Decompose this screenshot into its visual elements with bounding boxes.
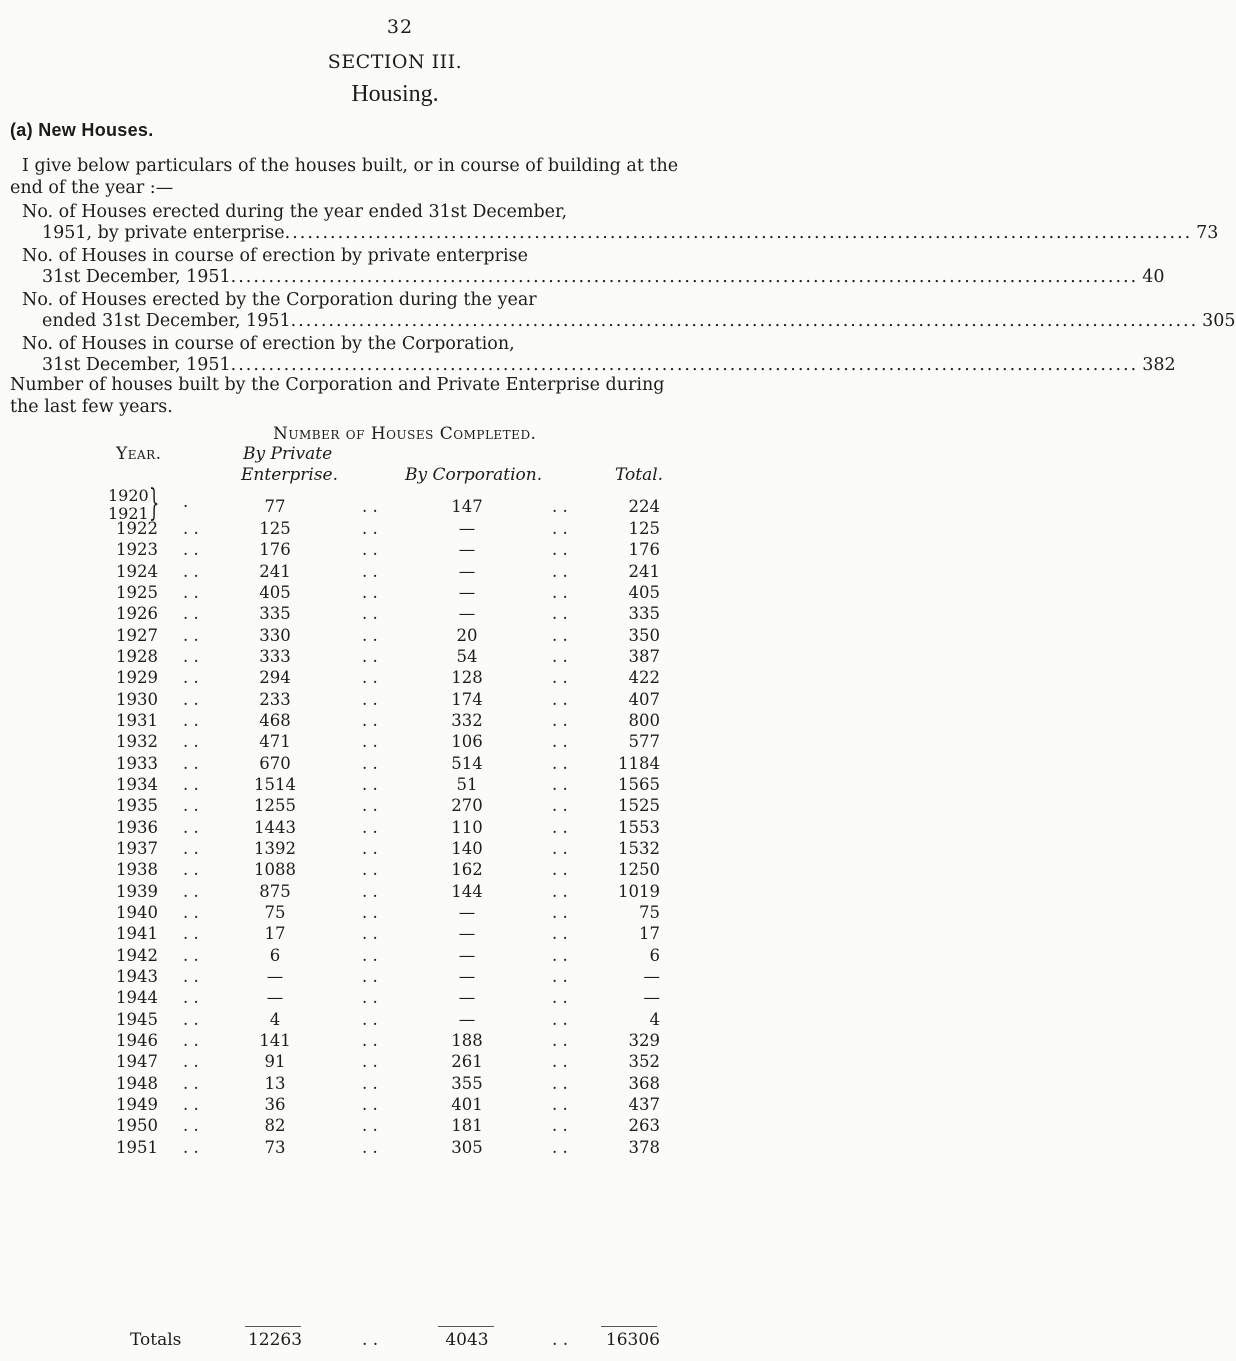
cell-private: 13	[264, 1073, 286, 1093]
leader-dots: . .	[183, 668, 199, 688]
leader-dots: . .	[183, 774, 199, 794]
leader-dots: . .	[552, 774, 568, 794]
cell-private: 405	[259, 582, 291, 602]
cell-total: 1250	[618, 860, 660, 880]
leader-dots: . .	[552, 753, 568, 773]
cell-year: 1926	[116, 604, 158, 624]
cell-year: 1923	[116, 540, 158, 560]
item-label: 31st December, 1951	[42, 267, 231, 287]
leader-dots: . .	[362, 988, 378, 1008]
cell-year: 1922	[116, 519, 158, 538]
table-row	[0, 860, 800, 881]
cell-total: 176	[628, 540, 660, 560]
cell-corporation: 140	[451, 838, 483, 858]
leader-dots: . .	[552, 561, 568, 581]
cell-private: 91	[264, 1052, 286, 1072]
cell-total: 1525	[618, 796, 660, 816]
table-row	[0, 519, 800, 540]
rule-private	[245, 1326, 301, 1327]
leader-dots: . .	[362, 1052, 378, 1072]
table-row	[0, 839, 800, 860]
cell-total: 405	[628, 582, 660, 602]
table-row	[0, 583, 800, 604]
leader-dots: . .	[362, 710, 378, 730]
leader-dots: . .	[552, 497, 568, 516]
cell-year: 1935	[116, 796, 158, 816]
table-row	[0, 1138, 800, 1159]
cell-year: 1929	[116, 668, 158, 688]
cell-year: 1951	[116, 1137, 158, 1157]
item-label: 31st December, 1951	[42, 355, 231, 375]
cell-total: 352	[628, 1052, 660, 1072]
cell-year: 1939	[116, 881, 158, 901]
table-row	[0, 562, 800, 583]
table-row	[0, 711, 800, 732]
leader-dots: . .	[552, 646, 568, 666]
cell-private: 1443	[254, 817, 296, 837]
leader-dots: . .	[362, 838, 378, 858]
cell-total: 329	[628, 1030, 660, 1050]
cell-year: 1938	[116, 860, 158, 880]
table-row	[0, 882, 800, 903]
cell-private: 1255	[254, 796, 296, 816]
leader-dots: . .	[183, 625, 199, 645]
cell-private: 6	[269, 945, 281, 965]
cell-corporation: —	[458, 988, 476, 1008]
cell-corporation: 20	[456, 625, 478, 645]
leader-dots: . .	[183, 796, 199, 816]
leader-dots: . .	[183, 732, 199, 752]
year-1921: 1921	[108, 504, 149, 523]
cell-private: 468	[259, 710, 291, 730]
cell-corporation: 514	[451, 753, 483, 773]
leader-dots: . .	[362, 1009, 378, 1029]
leader-dots: . .	[552, 966, 568, 986]
leader-dots: . .	[362, 924, 378, 944]
cell-total: 263	[628, 1116, 660, 1136]
leader-dots: . .	[362, 860, 378, 880]
item-label: 1951, by private enterprise	[42, 223, 285, 243]
cell-private: —	[266, 988, 284, 1008]
leader-dots: . .	[552, 1330, 569, 1350]
leader-dots: . .	[183, 540, 199, 560]
item-value: 305	[1202, 311, 1236, 331]
leader-dots: . .	[183, 519, 199, 538]
cell-total: 125	[628, 519, 660, 538]
leader-dots: . .	[183, 604, 199, 624]
cell-corporation: 147	[451, 497, 483, 516]
leader-dots: . .	[362, 753, 378, 773]
cell-corporation: —	[458, 1009, 476, 1029]
leader-dots: . .	[183, 1030, 199, 1050]
cell-corporation: —	[458, 945, 476, 965]
table-row	[0, 796, 800, 817]
leader-dots: . .	[183, 1094, 199, 1114]
cell-private: 17	[264, 924, 286, 944]
leader-dots: . .	[552, 924, 568, 944]
cell-corporation: —	[458, 966, 476, 986]
cell-total: 350	[628, 625, 660, 645]
table-row	[0, 668, 800, 689]
leader-dots: . .	[362, 1094, 378, 1114]
table-row	[0, 1074, 800, 1095]
cell-total: 1565	[618, 774, 660, 794]
intro-line-2: end of the year :—	[10, 178, 174, 198]
total-corporation: 4043	[445, 1330, 489, 1350]
cell-year: 1942	[116, 945, 158, 965]
leader-dots: . .	[183, 966, 199, 986]
cell-year: 1950	[116, 1116, 158, 1136]
cell-private: 1514	[254, 774, 296, 794]
leader-dots: . .	[362, 1137, 378, 1157]
cell-corporation: 51	[456, 774, 478, 794]
leader-dots: . .	[183, 945, 199, 965]
leader-dots: . .	[183, 1116, 199, 1136]
item-line-1: No. of Houses erected by the Corporation during the year	[22, 290, 537, 310]
cell-private: 241	[259, 561, 291, 581]
leader-dots: . .	[183, 902, 199, 922]
leader-dots: ·	[183, 497, 189, 516]
cell-private: 1392	[254, 838, 296, 858]
leader-dots: . .	[362, 774, 378, 794]
item-line-1: No. of Houses in course of erection by the Corporation,	[22, 334, 515, 354]
cell-corporation: —	[458, 604, 476, 624]
leader-dots: . .	[552, 540, 568, 560]
leader-dots: . .	[552, 881, 568, 901]
table-row	[0, 967, 800, 988]
table-row	[0, 1052, 800, 1073]
cell-corporation: 106	[451, 732, 483, 752]
cell-private: 335	[259, 604, 291, 624]
item-value: 73	[1196, 223, 1219, 243]
cell-total: 4	[649, 1009, 660, 1029]
cell-total: 1184	[618, 753, 660, 773]
cell-year: 1948	[116, 1073, 158, 1093]
cell-private: 875	[259, 881, 291, 901]
table-row	[0, 903, 800, 924]
leader-dots: . .	[552, 1073, 568, 1093]
cell-year: 1925	[116, 582, 158, 602]
cell-total: 335	[628, 604, 660, 624]
brace-icon: }	[149, 483, 160, 524]
cell-total: —	[643, 988, 660, 1008]
cell-year: 1931	[116, 710, 158, 730]
table-row	[0, 604, 800, 625]
cell-corporation: 270	[451, 796, 483, 816]
col-total-header: Total.	[615, 465, 664, 485]
cell-total: 378	[628, 1137, 660, 1157]
cell-corporation: —	[458, 561, 476, 581]
cell-total: —	[643, 966, 660, 986]
cell-private: 294	[259, 668, 291, 688]
cell-corporation: 144	[451, 881, 483, 901]
leader-dots: . .	[552, 945, 568, 965]
cell-corporation: 174	[451, 689, 483, 709]
table-row	[0, 988, 800, 1009]
cell-corporation: —	[458, 924, 476, 944]
rule-corporation	[438, 1326, 494, 1327]
cell-corporation: 355	[451, 1073, 483, 1093]
cell-private: 82	[264, 1116, 286, 1136]
cell-total: 1553	[618, 817, 660, 837]
table-row	[0, 1010, 800, 1031]
cell-corporation: —	[458, 902, 476, 922]
cell-private: 1088	[254, 860, 296, 880]
cell-corporation: 110	[451, 817, 483, 837]
cell-total: 387	[628, 646, 660, 666]
item-value: 382	[1142, 355, 1176, 375]
leader-dots: . .	[362, 540, 378, 560]
leader-dots: . .	[362, 582, 378, 602]
leader-dots: ........................................................................................................................	[230, 355, 1139, 375]
cell-year: 1928	[116, 646, 158, 666]
cell-year: 1943	[116, 966, 158, 986]
leader-dots: . .	[183, 838, 199, 858]
leader-dots: . .	[362, 604, 378, 624]
leader-dots: . .	[552, 1137, 568, 1157]
cell-private: 75	[264, 902, 286, 922]
table-row	[0, 626, 800, 647]
leader-dots: . .	[362, 497, 378, 516]
leader-dots: . .	[362, 561, 378, 581]
cell-corporation: 305	[451, 1137, 483, 1157]
cell-private: 125	[259, 519, 291, 538]
table-row	[0, 647, 800, 668]
item-line-2	[42, 223, 1219, 243]
cell-corporation: 261	[451, 1052, 483, 1072]
leader-dots: . .	[362, 817, 378, 837]
cell-private: 333	[259, 646, 291, 666]
leader-dots: . .	[552, 1116, 568, 1136]
leader-dots: . .	[552, 604, 568, 624]
cell-private: 36	[264, 1094, 286, 1114]
leader-dots: . .	[183, 753, 199, 773]
leader-dots: . .	[552, 1094, 568, 1114]
totals-row	[0, 1330, 800, 1351]
leader-dots: . .	[183, 881, 199, 901]
cell-year: 1924	[116, 561, 158, 581]
cell-total: 368	[628, 1073, 660, 1093]
item-line-2	[42, 267, 1165, 287]
cell-year: 1949	[116, 1094, 158, 1114]
leader-dots: . .	[552, 1030, 568, 1050]
table-caption: Number of Houses Completed.	[273, 424, 537, 444]
cell-private: 176	[259, 540, 291, 560]
table-row	[0, 690, 800, 711]
item-line-1: No. of Houses erected during the year ended 31st December,	[22, 202, 568, 222]
item-label: ended 31st December, 1951	[42, 311, 291, 331]
cell-year: 1945	[116, 1009, 158, 1029]
leader-dots: . .	[183, 860, 199, 880]
cell-private: 670	[259, 753, 291, 773]
cell-total: 1532	[618, 838, 660, 858]
table-row	[0, 1116, 800, 1137]
leader-dots: ........................................................................................................................	[290, 311, 1199, 331]
subheading: (a) New Houses.	[10, 120, 154, 140]
leader-dots: . .	[552, 519, 568, 538]
leader-dots: . .	[362, 902, 378, 922]
item-line-2	[42, 355, 1176, 375]
cell-year: 1927	[116, 625, 158, 645]
cell-total: 17	[639, 924, 660, 944]
leader-dots: . .	[552, 838, 568, 858]
leader-dots: . .	[552, 860, 568, 880]
cell-corporation: 332	[451, 710, 483, 730]
leader-dots: . .	[362, 1330, 379, 1350]
leader-dots: . .	[183, 582, 199, 602]
leader-dots: . .	[183, 1052, 199, 1072]
cell-corporation: —	[458, 519, 476, 538]
cell-year: 1941	[116, 924, 158, 944]
cell-corporation: —	[458, 540, 476, 560]
cell-corporation: 188	[451, 1030, 483, 1050]
leader-dots: . .	[183, 1073, 199, 1093]
grand-total: 16306	[605, 1330, 660, 1350]
leader-dots: . .	[183, 646, 199, 666]
totals-label: Totals	[130, 1330, 182, 1350]
leader-dots: . .	[362, 796, 378, 816]
cell-total: 407	[628, 689, 660, 709]
cell-corporation: 181	[451, 1116, 483, 1136]
cell-total: 6	[649, 945, 660, 965]
leader-dots: . .	[183, 1009, 199, 1029]
leader-dots: . .	[552, 732, 568, 752]
table-row	[0, 924, 800, 945]
leader-dots: . .	[362, 1030, 378, 1050]
page-number: 32	[386, 16, 414, 38]
cell-corporation: 401	[451, 1094, 483, 1114]
cell-year: 1934	[116, 774, 158, 794]
cell-year: 1947	[116, 1052, 158, 1072]
leader-dots: . .	[362, 625, 378, 645]
cell-total: 224	[628, 497, 660, 516]
leader-dots: . .	[552, 710, 568, 730]
cell-total: 800	[628, 710, 660, 730]
intro-line-1: I give below particulars of the houses built, or in course of building at the	[22, 156, 679, 176]
table-row	[0, 732, 800, 753]
cell-private: 77	[264, 497, 286, 516]
cell-corporation: —	[458, 582, 476, 602]
item-value: 40	[1142, 267, 1165, 287]
leader-dots: . .	[183, 1137, 199, 1157]
leader-dots: . .	[362, 668, 378, 688]
cell-year: 1932	[116, 732, 158, 752]
leader-dots: . .	[362, 881, 378, 901]
leader-dots: . .	[552, 1052, 568, 1072]
item-line-1: No. of Houses in course of erection by private enterprise	[22, 246, 528, 266]
leader-dots: . .	[362, 966, 378, 986]
leader-dots: . .	[183, 988, 199, 1008]
cell-total: 577	[628, 732, 660, 752]
leader-dots: . .	[183, 561, 199, 581]
cell-total: 422	[628, 668, 660, 688]
leader-dots: . .	[362, 1073, 378, 1093]
leader-dots: . .	[362, 945, 378, 965]
table-row	[0, 946, 800, 967]
leader-dots: ........................................................................................................................	[230, 267, 1139, 287]
cell-total: 1019	[618, 881, 660, 901]
leader-dots: . .	[552, 668, 568, 688]
cell-year: 1936	[116, 817, 158, 837]
col-private-header-1: By Private	[243, 444, 333, 464]
leader-dots: . .	[183, 689, 199, 709]
leader-dots: . .	[362, 732, 378, 752]
cell-private: 471	[259, 732, 291, 752]
leader-dots: . .	[362, 646, 378, 666]
table-row	[0, 754, 800, 775]
cell-year: 1933	[116, 753, 158, 773]
cell-corporation: 162	[451, 860, 483, 880]
leader-dots: . .	[552, 625, 568, 645]
leader-dots: ........................................................................................................................	[284, 223, 1193, 243]
leader-dots: . .	[552, 902, 568, 922]
cell-year: 1946	[116, 1030, 158, 1050]
leader-dots: . .	[552, 988, 568, 1008]
table-intro-line-1: Number of houses built by the Corporation and Private Enterprise during	[10, 375, 665, 395]
cell-year: 1940	[116, 902, 158, 922]
total-private: 12263	[247, 1330, 303, 1350]
table-row	[0, 818, 800, 839]
year-1920: 1920	[108, 486, 149, 505]
cell-year: 1937	[116, 838, 158, 858]
page-title: Housing.	[351, 81, 439, 107]
item-line-2	[42, 311, 1236, 331]
cell-total: 241	[628, 561, 660, 581]
section-heading: SECTION III.	[327, 51, 463, 73]
table-row	[0, 497, 800, 518]
leader-dots: . .	[552, 582, 568, 602]
leader-dots: . .	[362, 519, 378, 538]
cell-total: 437	[628, 1094, 660, 1114]
leader-dots: . .	[183, 710, 199, 730]
leader-dots: . .	[552, 1009, 568, 1029]
leader-dots: . .	[183, 924, 199, 944]
table-intro-line-2: the last few years.	[10, 397, 173, 417]
table-row	[0, 775, 800, 796]
cell-corporation: 54	[456, 646, 478, 666]
table-row	[0, 540, 800, 561]
cell-private: —	[266, 966, 284, 986]
cell-private: 330	[259, 625, 291, 645]
leader-dots: . .	[552, 817, 568, 837]
leader-dots: . .	[183, 817, 199, 837]
cell-private: 4	[269, 1009, 281, 1029]
cell-year: 1930	[116, 689, 158, 709]
col-private-header-2: Enterprise.	[241, 465, 339, 485]
leader-dots: . .	[362, 689, 378, 709]
table-row	[0, 1095, 800, 1116]
rule-total	[601, 1326, 657, 1327]
cell-private: 233	[259, 689, 291, 709]
table-row	[0, 1031, 800, 1052]
cell-private: 141	[259, 1030, 291, 1050]
cell-total: 75	[639, 902, 660, 922]
cell-corporation: 128	[451, 668, 483, 688]
col-year-header: Year.	[116, 444, 162, 464]
leader-dots: . .	[552, 796, 568, 816]
leader-dots: . .	[552, 689, 568, 709]
col-corp-header: By Corporation.	[405, 465, 543, 485]
leader-dots: . .	[362, 1116, 378, 1136]
cell-private: 73	[264, 1137, 286, 1157]
cell-year: 1944	[116, 988, 158, 1008]
